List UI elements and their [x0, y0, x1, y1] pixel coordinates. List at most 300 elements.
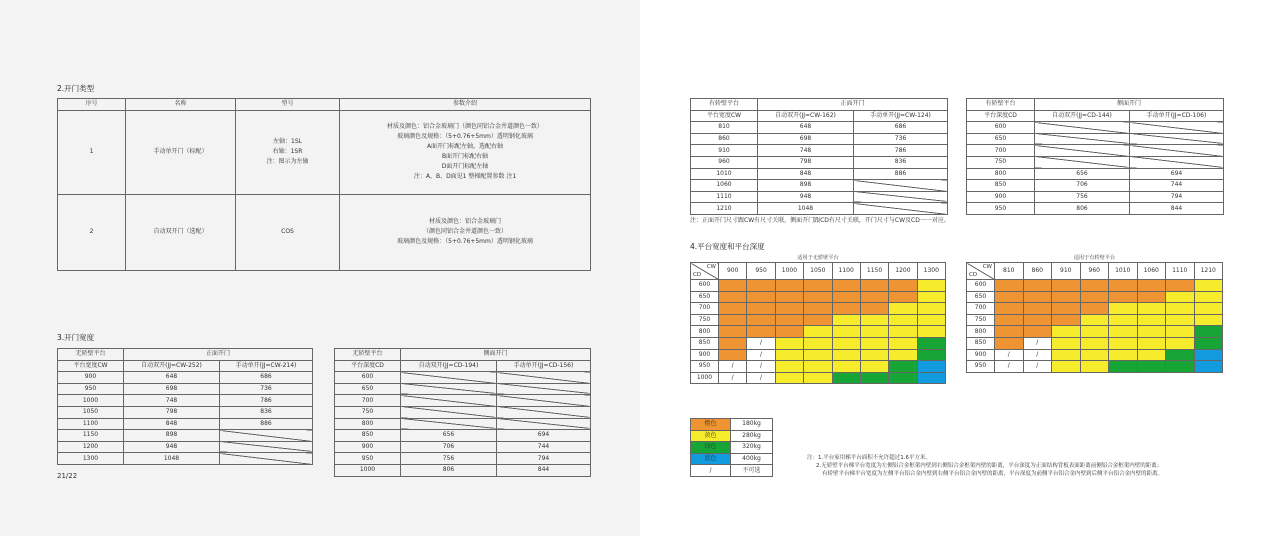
na-cell — [220, 430, 313, 442]
dimension-row — [967, 122, 1224, 134]
grid-cell-orange — [804, 280, 832, 292]
legend-value: 400kg — [731, 453, 773, 465]
grid-cell-orange — [1052, 314, 1081, 326]
grid-cell-yellow — [832, 314, 860, 326]
grid-cw-header: 1050 — [804, 263, 832, 280]
grid-cell-yellow — [917, 280, 945, 292]
legend-row — [691, 419, 773, 431]
dimension-row — [335, 383, 591, 395]
grid-cell-orange — [747, 291, 775, 303]
grid-cell-unavailable: / — [747, 349, 775, 361]
grid-cell-orange — [1023, 303, 1052, 315]
ls-h3: 平台深度CD — [335, 360, 401, 372]
grid-cw-header: 1010 — [1109, 263, 1138, 280]
grid-cell-yellow — [804, 326, 832, 338]
lf-h5: 手动单开(JJ=CW-214) — [220, 360, 313, 372]
value-cell: 648 — [758, 122, 854, 134]
grid-cw-header: 1150 — [860, 263, 888, 280]
value-cell: 698 — [124, 383, 220, 395]
grid-row — [691, 280, 946, 292]
grid-cw-header: 810 — [995, 263, 1024, 280]
value-cell: 900 — [967, 191, 1035, 203]
grid-cell-yellow — [1080, 314, 1109, 326]
grid-cell-yellow — [889, 337, 917, 349]
left-side-door-table — [334, 348, 591, 477]
value-cell: 1010 — [691, 168, 758, 180]
grid-cell-green — [1109, 361, 1138, 373]
grid-cell-unavailable: / — [1023, 361, 1052, 373]
right-side-door-table — [966, 98, 1224, 215]
value-cell: 656 — [401, 430, 497, 442]
value-cell: 744 — [497, 441, 591, 453]
grid-cd-header: 850 — [967, 337, 995, 349]
value-cell: 836 — [854, 156, 948, 168]
na-cell — [497, 372, 591, 384]
na-cell — [497, 406, 591, 418]
grid-cell-orange — [719, 349, 747, 361]
legend-swatch: 绿色 — [691, 442, 731, 454]
value-cell: 848 — [124, 418, 220, 430]
na-cell — [497, 383, 591, 395]
grid-cd-header: 800 — [691, 326, 719, 338]
value-cell: 794 — [497, 453, 591, 465]
header-name: 名称 — [126, 99, 236, 111]
grid-cell-blue — [917, 372, 945, 384]
grid-cell-yellow — [860, 314, 888, 326]
grid-row — [691, 291, 946, 303]
grid-cell-yellow — [832, 337, 860, 349]
lf-rows — [58, 372, 313, 465]
section2-title: 2.开门类型 — [57, 84, 95, 93]
row2-name: 自动双开门（选配） — [126, 194, 236, 270]
value-cell: 886 — [220, 418, 313, 430]
dimension-row — [58, 441, 313, 453]
grid-cell-yellow — [832, 361, 860, 373]
grid-cd-header: 600 — [691, 280, 719, 292]
grid-cell-orange — [889, 291, 917, 303]
grid-row — [691, 337, 946, 349]
grid-cell-yellow — [832, 326, 860, 338]
grid-cell-orange — [832, 291, 860, 303]
dimension-row — [967, 191, 1224, 203]
dimension-row — [691, 168, 948, 180]
grid-cell-orange — [1166, 280, 1195, 292]
dimension-row — [967, 145, 1224, 157]
row2-no: 2 — [58, 194, 126, 270]
grid-cell-green — [917, 337, 945, 349]
grid-cell-orange — [860, 291, 888, 303]
grid-cell-yellow — [775, 337, 803, 349]
value-cell: 1000 — [58, 395, 124, 407]
grid-cell-yellow — [1052, 361, 1081, 373]
dimension-row — [335, 464, 591, 476]
value-cell: 836 — [220, 406, 313, 418]
na-cell — [401, 418, 497, 430]
grid-cell-yellow — [1052, 349, 1081, 361]
grid-cell-unavailable: / — [995, 349, 1024, 361]
rs-h4: 自动双开(JJ=CD-144) — [1035, 110, 1130, 122]
rf-h2: 正面开门 — [758, 99, 948, 111]
value-cell: 698 — [758, 133, 854, 145]
grid-cell-green — [1166, 361, 1195, 373]
grid-cell-yellow — [1080, 326, 1109, 338]
value-cell: 748 — [124, 395, 220, 407]
header-model: 型号 — [236, 99, 340, 111]
grid-cw-header: 1060 — [1137, 263, 1166, 280]
corner-cd-label: CD — [693, 272, 702, 278]
grid-cell-orange — [775, 291, 803, 303]
note-1: 注：1.平台家用梯平台面积不允许超过1.6平方米。 — [807, 455, 931, 461]
na-cell — [1035, 156, 1130, 168]
grid-row — [967, 291, 1223, 303]
grid-cell-yellow — [917, 326, 945, 338]
na-cell — [1130, 122, 1224, 134]
legend-row — [691, 430, 773, 442]
grid-cell-orange — [1137, 291, 1166, 303]
grid-row — [967, 361, 1223, 373]
value-cell: 1050 — [58, 406, 124, 418]
grid-cd-header: 750 — [967, 314, 995, 326]
value-cell: 650 — [967, 133, 1035, 145]
grid-row — [967, 280, 1223, 292]
grid-cw-header: 900 — [719, 263, 747, 280]
value-cell: 736 — [854, 133, 948, 145]
dimension-row — [691, 133, 948, 145]
grid-cell-unavailable: / — [747, 337, 775, 349]
dimension-row — [58, 453, 313, 465]
na-cell — [854, 191, 948, 203]
value-cell: 806 — [1035, 203, 1130, 215]
grid-cd-header: 900 — [967, 349, 995, 361]
section4-title: 4.平台宽度和平台深度 — [690, 242, 765, 251]
grid-cell-yellow — [1194, 291, 1223, 303]
grid-cell-yellow — [889, 314, 917, 326]
value-cell: 744 — [1130, 180, 1224, 192]
grid-cell-yellow — [1166, 337, 1195, 349]
grid-cell-orange — [719, 337, 747, 349]
header-no: 序号 — [58, 99, 126, 111]
rf-h1: 有轿壁平台 — [691, 99, 758, 111]
grid-cell-yellow — [804, 349, 832, 361]
grid-cell-unavailable: / — [1023, 337, 1052, 349]
dimension-row — [58, 430, 313, 442]
grid-header-row — [691, 263, 946, 280]
grid-cell-orange — [1080, 291, 1109, 303]
grid-cell-yellow — [1166, 303, 1195, 315]
grid-cell-yellow — [1052, 326, 1081, 338]
value-cell: 850 — [335, 430, 401, 442]
grid1-caption: 适用于无轿壁平台 — [797, 255, 839, 261]
na-cell — [401, 406, 497, 418]
table-note: 注：正面开门尺寸跟CW有尺寸关联，侧面开门跟CD有尺寸关联，开门尺寸与CW及CD一一对应。 — [690, 217, 950, 224]
value-cell: 898 — [758, 180, 854, 192]
grid1-table — [690, 262, 946, 384]
grid-cell-green — [1137, 361, 1166, 373]
grid-cell-orange — [1080, 280, 1109, 292]
value-cell: 648 — [124, 372, 220, 384]
value-cell: 910 — [691, 145, 758, 157]
grid-cw-header: 950 — [747, 263, 775, 280]
grid-cd-header: 650 — [691, 291, 719, 303]
dimension-row — [58, 383, 313, 395]
grid-cell-yellow — [775, 349, 803, 361]
grid-cw-header: 1200 — [889, 263, 917, 280]
grid-cell-green — [1166, 349, 1195, 361]
grid-cell-yellow — [1080, 349, 1109, 361]
value-cell: 848 — [758, 168, 854, 180]
value-cell: 950 — [335, 453, 401, 465]
rf-h5: 手动单开(JJ=CW-124) — [854, 110, 948, 122]
value-cell: 700 — [335, 395, 401, 407]
grid-row — [967, 326, 1223, 338]
grid-cell-yellow — [1109, 314, 1138, 326]
rs-h1: 有轿壁平台 — [967, 99, 1035, 111]
rf-h3: 平台宽度CW — [691, 110, 758, 122]
dimension-row — [58, 406, 313, 418]
legend-row — [691, 465, 773, 477]
grid-cell-yellow — [889, 326, 917, 338]
grid-cell-blue — [917, 361, 945, 373]
legend-row — [691, 442, 773, 454]
grid-cell-yellow — [1166, 326, 1195, 338]
dimension-row — [335, 406, 591, 418]
grid-cell-unavailable: / — [719, 372, 747, 384]
grid-cell-orange — [832, 303, 860, 315]
grid-row — [691, 303, 946, 315]
grid-cell-orange — [1052, 303, 1081, 315]
value-cell: 686 — [220, 372, 313, 384]
value-cell: 736 — [220, 383, 313, 395]
rf-rows — [691, 122, 948, 215]
value-cell: 600 — [967, 122, 1035, 134]
grid-cell-orange — [995, 337, 1024, 349]
row1-params: 材质及颜色：铝合金玻璃门（颜色同铝合金井道颜色一致） 玻璃颜色及规格：（5+0.76+5mm）透明钢化玻璃 A面开门标配左轴，选配右轴 B面开门标配右轴 D面开门标配左轴 注：A、B、D面见1 整梯配置参数 注1 — [340, 110, 591, 194]
row1-no: 1 — [58, 110, 126, 194]
na-cell — [401, 372, 497, 384]
legend-value: 不可选 — [731, 465, 773, 477]
grid-cd-header: 800 — [967, 326, 995, 338]
value-cell: 756 — [401, 453, 497, 465]
value-cell: 844 — [1130, 203, 1224, 215]
grid-cell-unavailable: / — [1023, 349, 1052, 361]
grid-cell-yellow — [775, 372, 803, 384]
grid-cell-yellow — [1137, 349, 1166, 361]
grid-cd-header: 650 — [967, 291, 995, 303]
value-cell: 948 — [124, 441, 220, 453]
value-cell: 800 — [967, 168, 1035, 180]
value-cell: 686 — [854, 122, 948, 134]
legend-value: 280kg — [731, 430, 773, 442]
grid-cw-header: 910 — [1052, 263, 1081, 280]
door-type-header-row — [58, 99, 591, 111]
grid-cw-header: 960 — [1080, 263, 1109, 280]
value-cell: 706 — [401, 441, 497, 453]
grid-cell-yellow — [1166, 314, 1195, 326]
right-page — [640, 0, 1280, 536]
value-cell: 886 — [854, 168, 948, 180]
ls-h2: 侧面开门 — [401, 349, 591, 361]
lf-h4: 自动双开(JJ=CW-252) — [124, 360, 220, 372]
lf-h2: 正面开门 — [124, 349, 313, 361]
note-2: 2.无轿壁平台梯平台宽度为左侧铝合金框架内壁到右侧铝合金框架内壁的距离，平台深度为正面结构背板表面距离前侧铝合金框架内壁的距离； — [816, 463, 1163, 469]
grid-cell-orange — [1052, 280, 1081, 292]
row1-model: 左轴：1SL 右轴：1SR 注：图示为左轴 — [236, 110, 340, 194]
legend-table — [690, 418, 773, 477]
value-cell: 1000 — [335, 464, 401, 476]
door-type-table — [57, 98, 591, 271]
dimension-row — [691, 191, 948, 203]
na-cell — [497, 395, 591, 407]
grid-cw-header: 1210 — [1194, 263, 1223, 280]
grid-cell-green — [860, 372, 888, 384]
grid-cell-yellow — [1194, 303, 1223, 315]
value-cell: 798 — [758, 156, 854, 168]
row2-params: 材质及颜色：铝合金玻璃门 （颜色同铝合金井道颜色一致） 玻璃颜色及规格：（5+0.76+5mm）透明钢化玻璃 — [340, 194, 591, 270]
grid-cell-orange — [775, 326, 803, 338]
grid-cd-header: 600 — [967, 280, 995, 292]
dimension-row — [691, 180, 948, 192]
grid-cell-orange — [1137, 280, 1166, 292]
value-cell: 700 — [967, 145, 1035, 157]
value-cell: 844 — [497, 464, 591, 476]
header-params: 参数介绍 — [340, 99, 591, 111]
value-cell: 1060 — [691, 180, 758, 192]
dimension-row — [967, 203, 1224, 215]
grid-cell-orange — [1023, 314, 1052, 326]
grid-cw-header: 1110 — [1166, 263, 1195, 280]
grid-cw-header: 1100 — [832, 263, 860, 280]
grid-row — [691, 349, 946, 361]
grid-cell-orange — [747, 280, 775, 292]
grid2-caption: 适用于有轿壁平台 — [1073, 255, 1116, 261]
value-cell: 800 — [335, 418, 401, 430]
value-cell: 694 — [1130, 168, 1224, 180]
grid-cd-header: 700 — [691, 303, 719, 315]
legend-swatch: 蓝色 — [691, 453, 731, 465]
value-cell: 794 — [1130, 191, 1224, 203]
grid-cell-yellow — [917, 314, 945, 326]
dimension-row — [335, 453, 591, 465]
grid-cell-orange — [804, 303, 832, 315]
na-cell — [220, 453, 313, 465]
grid-cell-orange — [804, 314, 832, 326]
value-cell: 656 — [1035, 168, 1130, 180]
grid-cell-orange — [747, 326, 775, 338]
grid-cell-yellow — [917, 291, 945, 303]
na-cell — [1035, 122, 1130, 134]
grid-cell-orange — [1109, 280, 1138, 292]
na-cell — [1130, 156, 1224, 168]
grid-cell-yellow — [1109, 326, 1138, 338]
value-cell: 756 — [1035, 191, 1130, 203]
grid-cell-orange — [775, 314, 803, 326]
rs-h2: 侧面开门 — [1035, 99, 1224, 111]
value-cell: 1110 — [691, 191, 758, 203]
row2-model: COS — [236, 194, 340, 270]
value-cell: 750 — [335, 406, 401, 418]
grid-cell-unavailable: / — [719, 361, 747, 373]
grid-cell-blue — [1194, 349, 1223, 361]
dimension-row — [335, 441, 591, 453]
value-cell: 748 — [758, 145, 854, 157]
grid-cell-yellow — [804, 337, 832, 349]
rf-h4: 自动双开(JJ=CW-162) — [758, 110, 854, 122]
legend-swatch: 橙色 — [691, 419, 731, 431]
value-cell: 650 — [335, 383, 401, 395]
grid-row — [967, 349, 1223, 361]
grid-cell-yellow — [860, 326, 888, 338]
grid-row — [967, 303, 1223, 315]
grid-cell-orange — [1023, 291, 1052, 303]
left-front-door-table — [57, 348, 313, 465]
value-cell: 600 — [335, 372, 401, 384]
grid-cell-yellow — [1194, 314, 1223, 326]
dimension-row — [967, 180, 1224, 192]
dimension-row — [691, 145, 948, 157]
grid-cell-yellow — [1109, 337, 1138, 349]
grid-header-row — [967, 263, 1223, 280]
value-cell: 850 — [967, 180, 1035, 192]
value-cell: 1300 — [58, 453, 124, 465]
grid-cell-yellow — [804, 361, 832, 373]
legend-value: 320kg — [731, 442, 773, 454]
grid-cell-yellow — [1137, 337, 1166, 349]
dimension-row — [335, 395, 591, 407]
grid-cd-header: 700 — [967, 303, 995, 315]
page-number: 21/22 — [57, 472, 78, 480]
grid-cell-yellow — [1080, 361, 1109, 373]
value-cell: 960 — [691, 156, 758, 168]
lf-h3: 平台宽度CW — [58, 360, 124, 372]
grid-cell-yellow — [1166, 291, 1195, 303]
dimension-row — [967, 168, 1224, 180]
dimension-row — [58, 372, 313, 384]
value-cell: 694 — [497, 430, 591, 442]
value-cell: 950 — [58, 383, 124, 395]
grid-row — [691, 326, 946, 338]
grid-cell-yellow — [1080, 337, 1109, 349]
grid-cd-header: 750 — [691, 314, 719, 326]
ls-h1: 无轿壁平台 — [335, 349, 401, 361]
grid-cell-yellow — [889, 303, 917, 315]
value-cell: 948 — [758, 191, 854, 203]
grid-cd-header: 950 — [967, 361, 995, 373]
value-cell: 750 — [967, 156, 1035, 168]
grid-cell-orange — [1052, 291, 1081, 303]
dimension-row — [335, 430, 591, 442]
grid-cell-green — [1194, 326, 1223, 338]
value-cell: 786 — [854, 145, 948, 157]
value-cell: 810 — [691, 122, 758, 134]
grid-cell-orange — [804, 291, 832, 303]
corner-cd-label: CD — [969, 272, 978, 278]
grid-cell-orange — [1109, 291, 1138, 303]
grid-cell-yellow — [1109, 303, 1138, 315]
ls-h5: 手动单开(JJ=CD-156) — [497, 360, 591, 372]
grid-cell-unavailable: / — [747, 372, 775, 384]
ls-h4: 自动双开(JJ=CD-194) — [401, 360, 497, 372]
grid-cell-orange — [775, 303, 803, 315]
grid-cell-orange — [719, 291, 747, 303]
dimension-row — [58, 395, 313, 407]
grid-row — [967, 314, 1223, 326]
grid-cell-yellow — [860, 349, 888, 361]
grid-cell-orange — [719, 280, 747, 292]
grid-cd-header: 900 — [691, 349, 719, 361]
dimension-row — [691, 122, 948, 134]
value-cell: 860 — [691, 133, 758, 145]
grid-row — [691, 372, 946, 384]
